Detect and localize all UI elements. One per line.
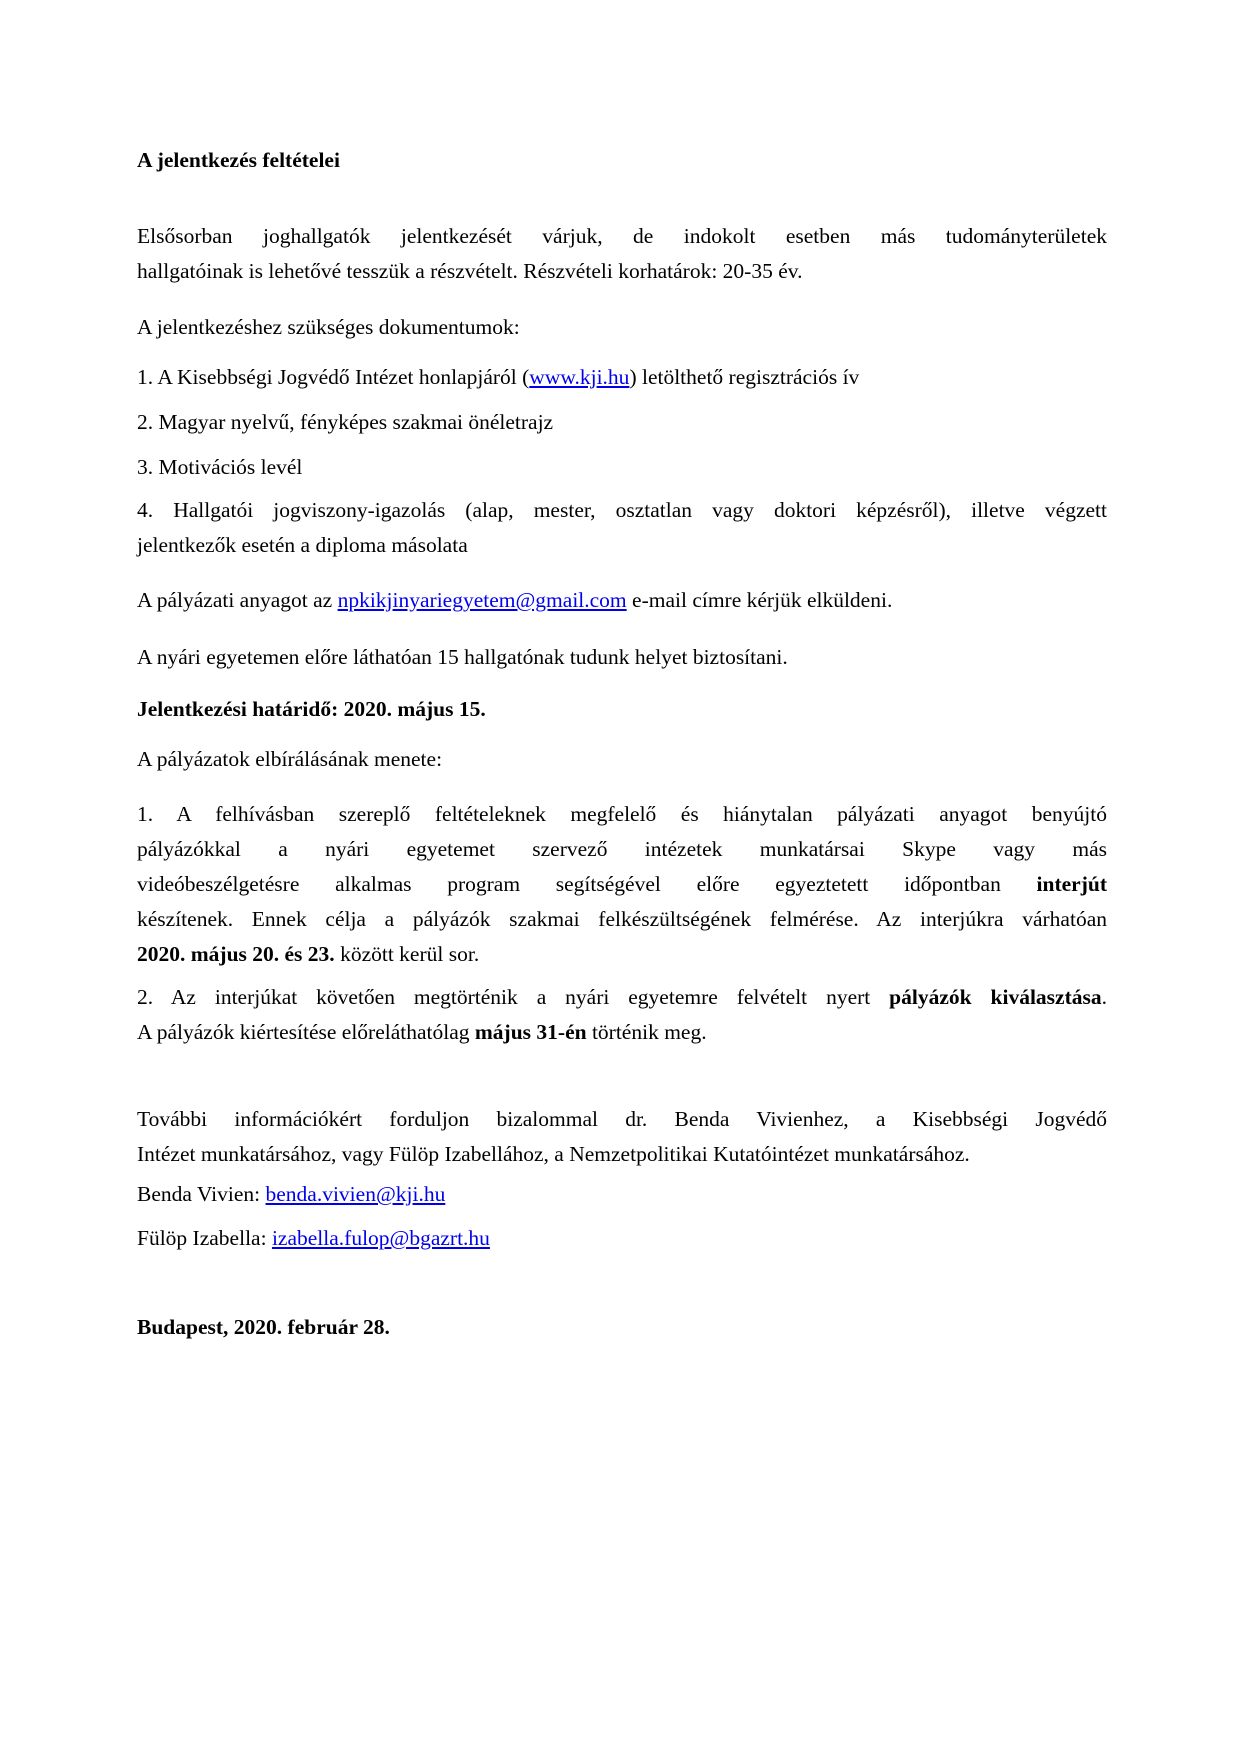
document-item-1-after: ) letölthető regisztrációs ív: [629, 365, 860, 389]
step-2-line-2-text: A pályázók kiértesítése előreláthatólag: [137, 1020, 475, 1044]
section-heading: A jelentkezés feltételei: [137, 148, 340, 172]
step-2-line-2: [137, 1015, 1107, 1050]
contact-fulop-label: Fülöp Izabella:: [137, 1226, 272, 1250]
contact-line-1: További információkért forduljon bizalommal dr. Benda Vivienhez, a Kisebbségi Jogvédő: [137, 1107, 1107, 1131]
step-1-line-5-text: között kerül sor.: [334, 942, 480, 966]
document-item-2: 2. Magyar nyelvű, fényképes szakmai önéletrajz: [137, 410, 554, 434]
contact-fulop: [137, 1221, 1107, 1256]
evaluation-step-1: [137, 797, 1107, 972]
fulop-email-link[interactable]: izabella.fulop@bgazrt.hu: [271, 1226, 490, 1250]
document-item-4: [137, 493, 1107, 563]
deadline-paragraph: Jelentkezési határidő: 2020. május 15.: [137, 697, 486, 721]
step-1-line-3: [137, 867, 1107, 902]
submission-email-link[interactable]: npkikjinyariegyetem@gmail.com: [337, 588, 627, 612]
step-1-line-2: pályázókkal a nyári egyetemet szervező intézetek munkatársai Skype vagy más: [137, 837, 1107, 861]
step-1-interview-bold: interjút: [1036, 872, 1107, 896]
submission-before: A pályázati anyagot az: [137, 588, 338, 612]
signature-place-date: Budapest, 2020. február 28.: [137, 1315, 390, 1339]
documents-intro: A jelentkezéshez szükséges dokumentumok:: [137, 315, 520, 339]
step-1-line-3-text: videóbeszélgetésre alkalmas program segítségével előre egyeztetett időpontban: [137, 872, 1037, 896]
step-1-dates-bold: 2020. május 20. és 23.: [137, 942, 335, 966]
kji-website-link[interactable]: www.kji.hu: [529, 365, 630, 389]
step-2-line-1-end: .: [1101, 985, 1107, 1009]
step-1-line-1: 1. A felhívásban szereplő feltételeknek megfelelő és hiánytalan pályázati anyagot benyújtó: [137, 802, 1107, 826]
intro-paragraph: [137, 219, 1107, 289]
step-2-line-1-text: 2. Az interjúkat követően megtörténik a nyári egyetemre felvételt nyert: [137, 985, 890, 1009]
submission-after: e-mail címre kérjük elküldeni.: [626, 588, 893, 612]
contact-benda-label: Benda Vivien:: [137, 1182, 266, 1206]
document-item-1: [137, 360, 1107, 395]
evaluation-step-2: [137, 980, 1107, 1050]
evaluation-intro: A pályázatok elbírálásának menete:: [137, 747, 443, 771]
document-item-3: 3. Motivációs levél: [137, 455, 303, 479]
benda-email-link[interactable]: benda.vivien@kji.hu: [265, 1182, 446, 1206]
document-item-1-before: 1. A Kisebbségi Jogvédő Intézet honlapjáról (: [137, 365, 530, 389]
intro-line-1: Elsősorban joghallgatók jelentkezését várjuk, de indokolt esetben más tudományterületek: [137, 224, 1107, 248]
capacity-paragraph: A nyári egyetemen előre láthatóan 15 hallgatónak tudunk helyet biztosítani.: [137, 645, 788, 669]
step-2-selection-bold: pályázók kiválasztása: [889, 985, 1102, 1009]
step-2-line-2-end: történik meg.: [586, 1020, 707, 1044]
step-2-date-bold: május 31-én: [474, 1020, 587, 1044]
step-1-line-5: [137, 937, 1107, 972]
intro-line-2: hallgatóinak is lehetővé tesszük a részvételt. Részvételi korhatárok: 20-35 év.: [137, 259, 803, 283]
contact-line-2: Intézet munkatársához, vagy Fülöp Izabellához, a Nemzetpolitikai Kutatóintézet munkatársához.: [137, 1142, 970, 1166]
step-1-line-4: készítenek. Ennek célja a pályázók szakmai felkészültségének felmérése. Az interjúkra várhatóan: [137, 907, 1107, 931]
step-2-line-1: [137, 980, 1107, 1015]
document-item-4-line-1: 4. Hallgatói jogviszony-igazolás (alap, mester, osztatlan vagy doktori képzésről), illetve végzett: [137, 498, 1107, 522]
contact-benda: [137, 1177, 1107, 1212]
contact-paragraph: [137, 1102, 1107, 1172]
submission-paragraph: [137, 583, 1107, 618]
document-item-4-line-2: jelentkezők esetén a diploma másolata: [137, 533, 468, 557]
